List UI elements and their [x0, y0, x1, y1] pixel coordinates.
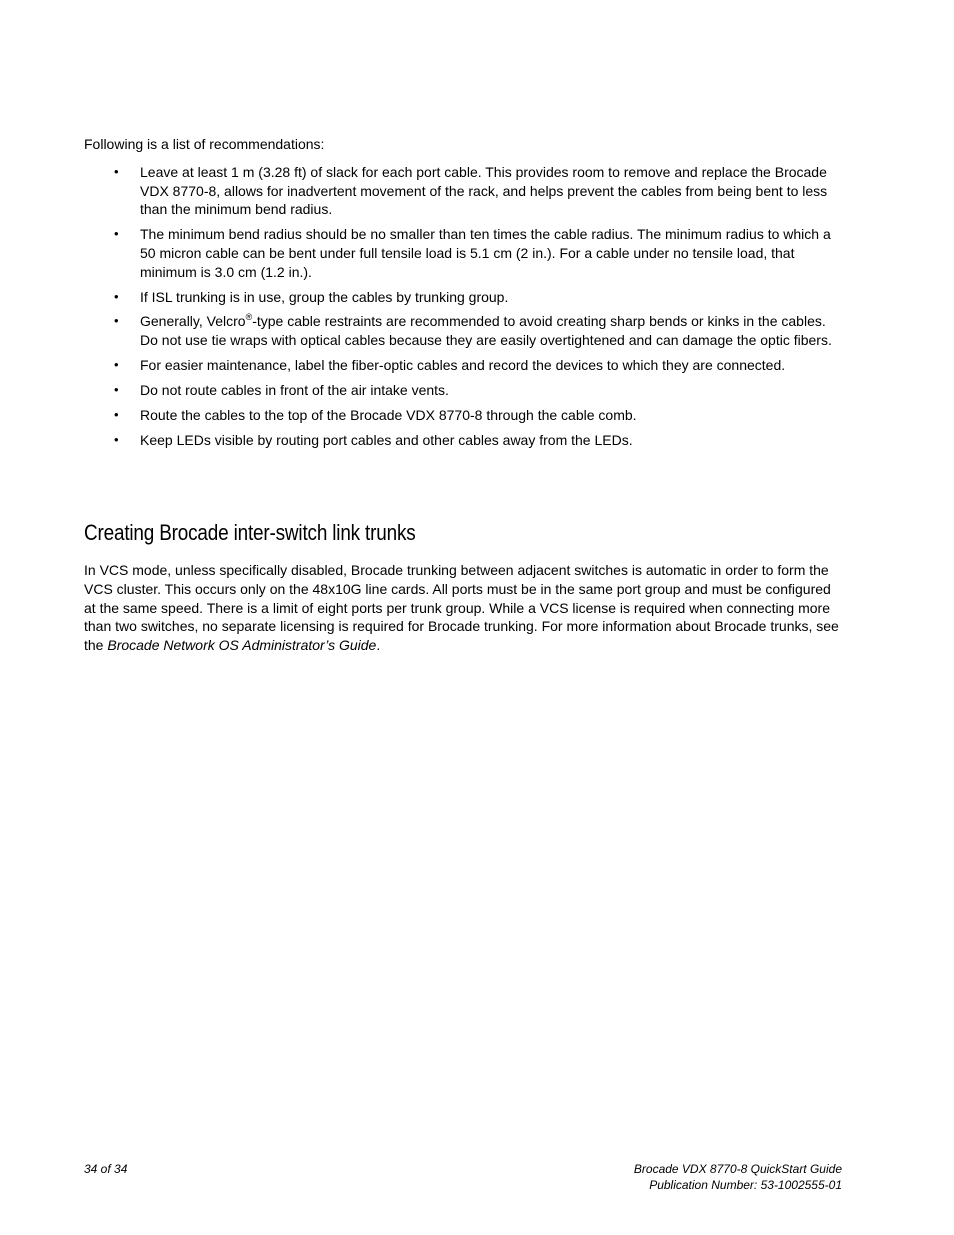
guide-reference: Brocade Network OS Administrator’s Guide — [107, 637, 377, 654]
list-item — [84, 163, 844, 219]
bullet-icon: • — [114, 164, 119, 179]
footer-publication-number: Publication Number: 53-1002555-01 — [649, 1178, 842, 1192]
footer-page-number: 34 of 34 — [84, 1162, 128, 1176]
section-heading: Creating Brocade inter-switch link trunks — [84, 520, 416, 545]
section-body-text: In VCS mode, unless specifically disabled, Brocade trunking between adjacent switches is automatic in order to form the VCS cluster. This occurs only on the 48x10G line cards. All ports must be in the same port group and must be configured at the same speed. There is a limit of eight ports per trunk group. While a VCS license is required when connecting more than two switches, no separate licensing is required for Brocade trunking. For more information about Brocade trunks, see the — [84, 562, 839, 654]
list-item — [84, 225, 844, 281]
bullet-icon: • — [114, 381, 119, 397]
velcro-text: Generally, Velcro — [140, 313, 246, 330]
list-item — [84, 431, 844, 450]
section-body-end: . — [376, 637, 381, 654]
intro-text: Following is a list of recommendations: — [84, 136, 325, 152]
list-item-text: For easier maintenance, label the fiber-optic cables and record the devices to which they are connected. — [140, 357, 786, 374]
bullet-icon: • — [114, 288, 119, 304]
bullet-icon: • — [114, 313, 119, 329]
list-item — [84, 288, 844, 307]
velcro-text-rest: -type cable restraints are recommended to avoid creating sharp bends or kinks in the cables. Do not use tie wraps with optical cables because they are easily overtightened and can damage the optic fibers. — [140, 313, 832, 349]
list-item-text: If ISL trunking is in use, group the cables by trunking group. — [140, 288, 509, 305]
list-item — [84, 356, 844, 375]
list-item — [84, 312, 844, 349]
footer-publication-info — [634, 1161, 842, 1193]
list-item-text: Leave at least 1 m (3.28 ft) of slack for each port cable. This provides room to remove and replace the Brocade VDX 8770-8, allows for inadvertent movement of the rack, and helps prevent the cables from being bent to less than the minimum bend radius. — [140, 164, 828, 218]
bullet-icon: • — [114, 406, 119, 422]
list-item-text: Do not route cables in front of the air intake vents. — [140, 381, 449, 398]
bullet-icon: • — [114, 357, 119, 373]
registered-mark: ® — [245, 311, 253, 322]
list-item-text: Keep LEDs visible by routing port cables and other cables away from the LEDs. — [140, 431, 633, 448]
list-item-text: Route the cables to the top of the Brocade VDX 8770-8 through the cable comb. — [140, 406, 637, 423]
list-item-text: The minimum bend radius should be no smaller than ten times the cable radius. The minimum radius to which a 50 micron cable can be bent under full tensile load is 5.1 cm (2 in.). For a cable under no tensile load, that minimum is 3.0 cm (1.2 in.). — [140, 226, 831, 280]
list-item — [84, 406, 844, 425]
footer-guide-title: Brocade VDX 8770-8 QuickStart Guide — [633, 1162, 842, 1176]
section-body — [84, 561, 846, 655]
recommendation-list — [84, 163, 844, 456]
list-item-text — [140, 313, 832, 348]
list-item — [84, 381, 844, 400]
bullet-icon: • — [114, 431, 119, 447]
bullet-icon: • — [114, 226, 119, 242]
